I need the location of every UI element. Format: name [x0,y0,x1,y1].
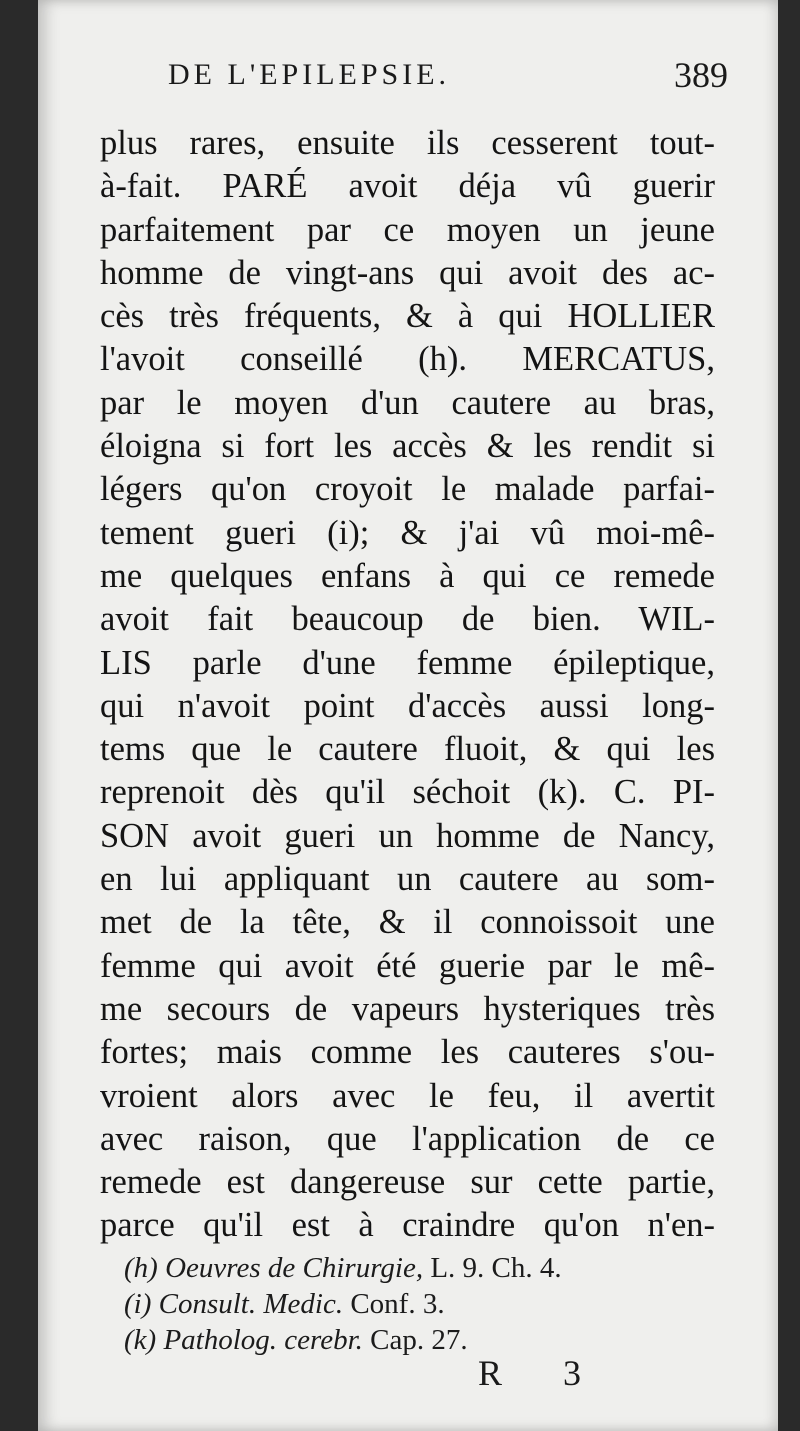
footnote [124,1322,724,1358]
text-line: fortes; mais comme les cauteres s'ou- [100,1033,715,1072]
footnotes [124,1250,724,1358]
text-line: l'avoit conseillé (h). MERCATUS, [100,340,715,379]
book-page [38,0,778,1431]
page-number: 389 [674,55,728,95]
text-line: par le moyen d'un cautere au bras, [100,383,715,422]
text-line: parfaitement par ce moyen un jeune [100,210,715,249]
footnote-ref: L. 9. Ch. 4. [430,1252,562,1284]
text-line: qui n'avoit point d'accès aussi long- [100,686,715,725]
signature-mark: R 3 [478,1353,608,1393]
footnote-mark: (k) [124,1324,157,1356]
text-line: tems que le cautere fluoit, & qui les [100,730,715,769]
text-line: me secours de vapeurs hysteriques très [100,989,715,1028]
text-line: met de la tête, & il connoissoit une [100,903,715,942]
text-line: femme qui avoit été guerie par le mê- [100,946,715,985]
footnote-ref: Conf. 3. [350,1288,445,1320]
text-line: légers qu'on croyoit le malade parfai- [100,470,715,509]
text-line: avec raison, que l'application de ce [100,1119,715,1158]
footnote-ref: Cap. 27. [370,1324,468,1356]
text-line: vroient alors avec le feu, il avertit [100,1076,715,1115]
text-line: avoit fait beaucoup de bien. WIL- [100,600,715,639]
text-line: SON avoit gueri un homme de Nancy, [100,816,715,855]
footnote-work: Consult. Medic. [158,1288,344,1320]
text-line: plus rares, ensuite ils cesserent tout- [100,124,715,162]
body-text [100,122,715,1248]
text-line: homme de vingt-ans qui avoit des ac- [100,253,715,292]
text-line: LIS parle d'une femme épileptique, [100,643,715,682]
text-line: parce qu'il est à craindre qu'on n'en- [100,1206,715,1245]
text-line: reprenoit dès qu'il séchoit (k). C. PI- [100,773,715,812]
text-line: cès très fréquents, & à qui HOLLIER [100,297,715,336]
footnote-mark: (i) [124,1288,152,1320]
footnote [124,1286,724,1322]
page-header [168,52,728,102]
text-line: remede est dangereuse sur cette partie, [100,1163,715,1202]
footnote-work: Patholog. cerebr. [163,1324,363,1356]
text-line: éloigna si fort les accès & les rendit si [100,427,715,466]
text-line: tement gueri (i); & j'ai vû moi-mê- [100,513,715,552]
footnote-work: Oeuvres de Chirurgie, [165,1252,424,1284]
footnote [124,1250,724,1286]
running-head: DE L'EPILEPSIE. [168,58,451,91]
text-line: en lui appliquant un cautere au som- [100,860,715,899]
text-line: à-fait. PARÉ avoit déja vû guerir [100,167,715,206]
footnote-mark: (h) [124,1252,158,1284]
text-line: me quelques enfans à qui ce remede [100,556,715,595]
